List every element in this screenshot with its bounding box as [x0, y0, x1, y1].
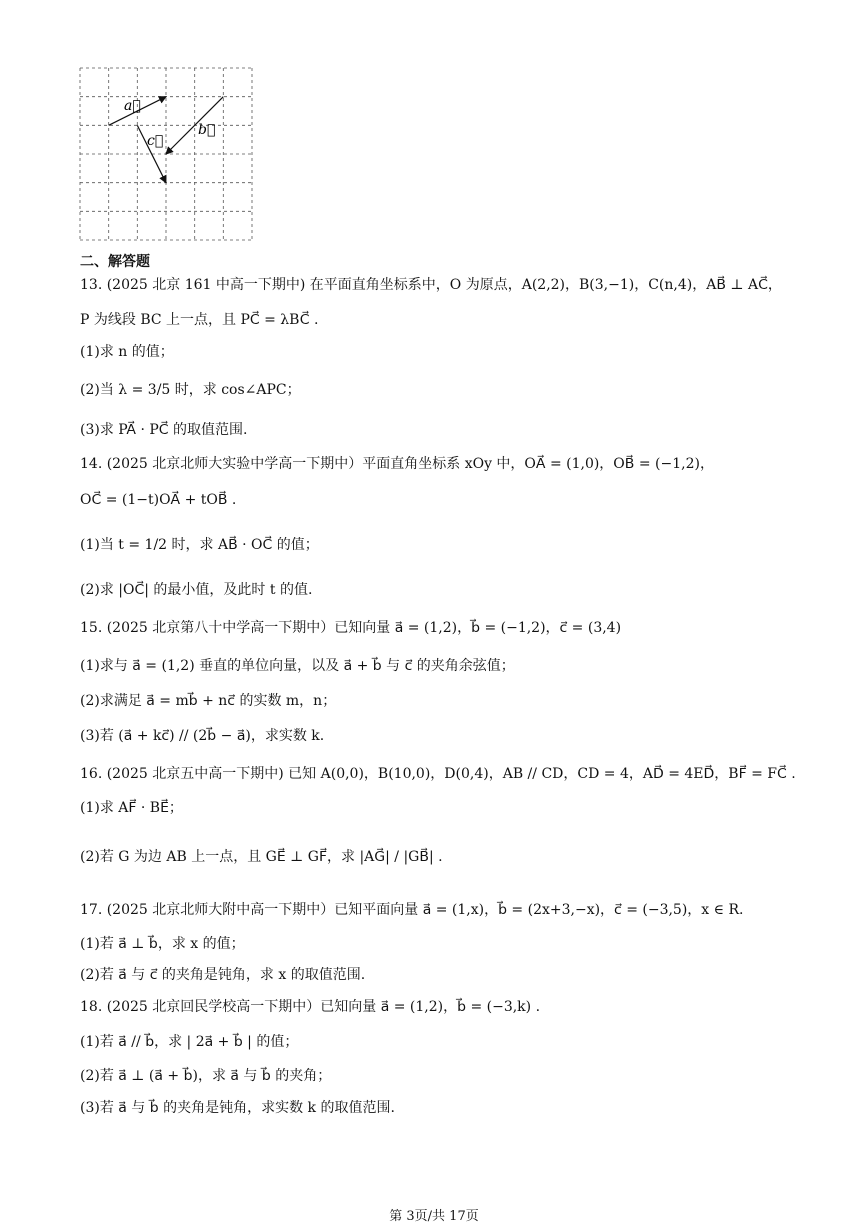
q13-part-3: (3)求 PA⃗ · PC⃗ 的取值范围. [80, 422, 248, 438]
q15-part-3: (3)若 (a⃗ + kc⃗) // (2b⃗ − a⃗)，求实数 k. [80, 728, 325, 744]
q13-part-1: (1)求 n 的值； [80, 344, 174, 360]
section-title: 二、解答题 [80, 254, 150, 270]
q18-part-3: (3)若 a⃗ 与 b⃗ 的夹角是钝角，求实数 k 的取值范围. [80, 1100, 395, 1116]
q13-line-2: P 为线段 BC 上一点，且 PC⃗ = λBC⃗ . [80, 312, 319, 328]
q17-line-1: 17. (2025 北京北师大附中高一下期中）已知平面向量 a⃗ = (1,x)，b⃗ = (2x+3,−x)，c⃗ = (−3,5)，x ∈ R. [80, 902, 744, 918]
q16-part-2: (2)若 G 为边 AB 上一点，且 GE⃗ ⊥ GF⃗，求 |AG⃗| / |GB⃗| . [80, 849, 443, 865]
q13-line-1: 13. (2025 北京 161 中高一下期中) 在平面直角坐标系中，O 为原点，A(2,2)，B(3,−1)，C(n,4)，AB⃗ ⊥ AC⃗， [80, 277, 782, 293]
q18-line-1: 18. (2025 北京回民学校高一下期中）已知向量 a⃗ = (1,2)，b⃗ = (−3,k) . [80, 999, 541, 1015]
q18-part-1: (1)若 a⃗ // b⃗，求 | 2a⃗ + b⃗ | 的值； [80, 1034, 299, 1050]
page-footer: 第 3页/共 17页 [389, 1209, 479, 1224]
q15-part-2: (2)求满足 a⃗ = mb⃗ + nc⃗ 的实数 m，n； [80, 693, 337, 709]
q14-line-1: 14. (2025 北京北师大实验中学高一下期中）平面直角坐标系 xOy 中，OA⃗ = (1,0)，OB⃗ = (−1,2)， [80, 456, 714, 472]
q17-part-2: (2)若 a⃗ 与 c⃗ 的夹角是钝角，求 x 的取值范围. [80, 967, 366, 983]
q15-part-1: (1)求与 a⃗ = (1,2) 垂直的单位向量，以及 a⃗ + b⃗ 与 c⃗ 的夹角余弦值； [80, 658, 515, 674]
q16-line-1: 16. (2025 北京五中高一下期中) 已知 A(0,0)，B(10,0)，D(0,4)，AB // CD，CD = 4，AD⃗ = 4ED⃗，BF⃗ = FC⃗ . [80, 766, 796, 782]
vector-c-label: c⃗ [147, 133, 164, 149]
vector-grid-figure [78, 66, 254, 242]
q14-line-2: OC⃗ = (1−t)OA⃗ + tOB⃗ . [80, 492, 237, 508]
q18-part-2: (2)若 a⃗ ⊥ (a⃗ + b⃗)，求 a⃗ 与 b⃗ 的夹角； [80, 1068, 332, 1084]
vector-b-label: b⃗ [198, 122, 216, 138]
q13-part-2: (2)当 λ = 3/5 时，求 cos∠APC； [80, 382, 301, 398]
q16-part-1: (1)求 AF⃗ · BE⃗； [80, 800, 183, 816]
q17-part-1: (1)若 a⃗ ⊥ b⃗，求 x 的值； [80, 936, 245, 952]
q14-part-1: (1)当 t = 1/2 时，求 AB⃗ · OC⃗ 的值； [80, 537, 319, 553]
q15-line-1: 15. (2025 北京第八十中学高一下期中）已知向量 a⃗ = (1,2)，b⃗ = (−1,2)，c⃗ = (3,4) [80, 620, 622, 636]
q14-part-2: (2)求 |OC⃗| 的最小值，及此时 t 的值. [80, 582, 313, 598]
vector-a-label: a⃗ [124, 98, 141, 114]
